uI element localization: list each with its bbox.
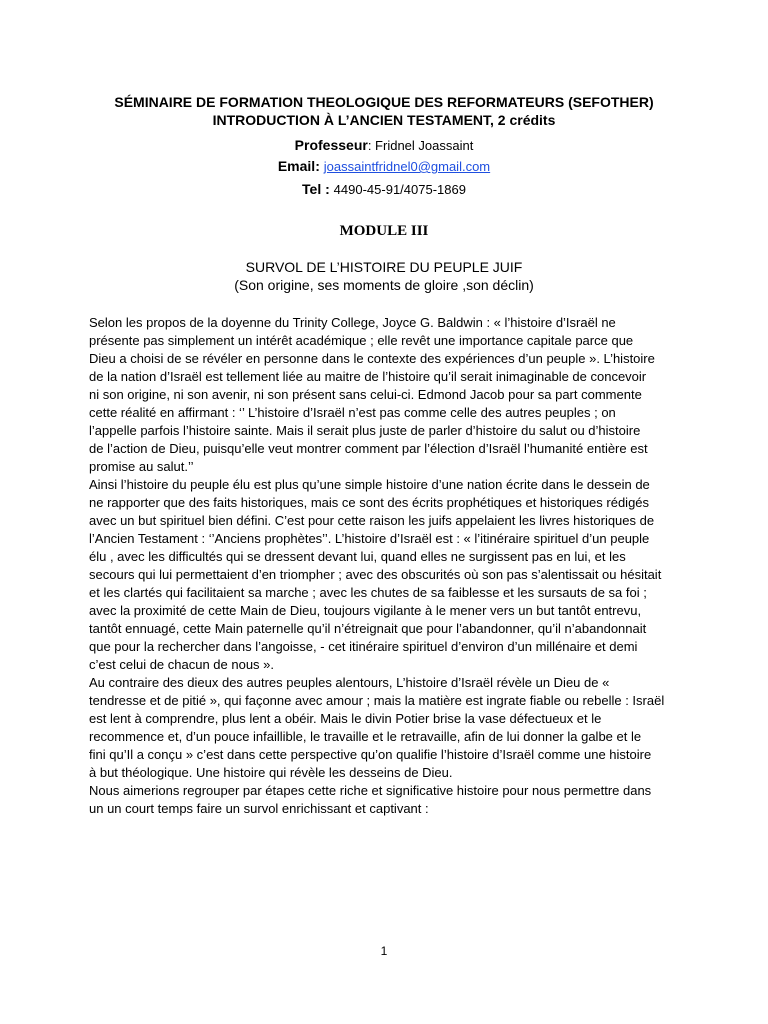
body-line: c’est celui de chacun de nous ».	[89, 657, 275, 672]
body-line: Ainsi l’histoire du peuple élu est plus qu’une simple histoire d’une nation écrite dans le dessein de	[89, 477, 650, 492]
tel-value: 4490-45-91/4075-1869	[333, 182, 466, 197]
page-number-text: 1	[380, 944, 388, 958]
section-title-text: SURVOL DE L’HISTOIRE DU PEUPLE JUIF	[245, 259, 523, 275]
body-line: de l’action de Dieu, puisqu’elle veut montrer comment par l’élection d’Israël l’humanité entière est	[89, 441, 648, 456]
body-line: avec un but spirituel bien défini. C’est pour cette raison les juifs appelaient les livres historiques de	[89, 513, 655, 528]
module-title	[0, 222, 768, 240]
section-subtitle-text: (Son origine, ses moments de gloire ,son déclin)	[234, 277, 534, 293]
course-title	[0, 111, 768, 129]
body-line: que pour la rechercher dans l’angoisse, - cet itinéraire spirituel d’environ d’un millénaire et demi	[89, 639, 638, 654]
email-line	[0, 157, 768, 176]
body-line: tantôt ennuagé, cette Main paternelle qu’il n’étreignait que pour l’abandonner, qu’il n’abandonnait	[89, 621, 647, 636]
body-line: de la nation d’Israël est tellement liée au maitre de l’histoire qu’il serait inimaginable de concevoir	[89, 369, 647, 384]
section-subtitle	[0, 276, 768, 294]
module-title-text: MODULE III	[339, 223, 429, 239]
body-line: secours qui lui permettaient d’en triompher ; avec des obscurités où son pas s’alentissait ou hésitait	[89, 567, 662, 582]
email-link[interactable]: joassaintfridnel0@gmail.com	[323, 159, 491, 174]
body-line: et les clartés qui facilitaient sa marche ; avec les chutes de sa faiblesse et les sursauts de sa foi ;	[89, 585, 647, 600]
body-line: l’Ancien Testament : ‘’Anciens prophètes’’. L’histoire d’Israël est : « l’itinéraire spirituel d’un peuple	[89, 531, 650, 546]
body-line: est lent à comprendre, plus lent a obéir. Mais le divin Potier brise la vase défectueux et le	[89, 711, 602, 726]
body-line: l’appelle parfois l’histoire sainte. Mais il serait plus juste de parler d’histoire du salut ou d’histoire	[89, 423, 641, 438]
body-line: promise au salut.’’	[89, 459, 194, 474]
body-line: ne rapporter que des faits historiques, mais ce sont des écrits prophétiques et historiques rédigés	[89, 495, 650, 510]
tel-line	[0, 180, 768, 199]
body-line: Dieu a choisi de se révéler en personne dans le contexte des expériences d’un peuple ». L’histoire	[89, 351, 655, 366]
body-line: présente pas simplement un intérêt académique ; elle revêt une importance capitale parce que	[89, 333, 634, 348]
body-line: Au contraire des dieux des autres peuples alentours, L’histoire d’Israël révèle un Dieu de «	[89, 675, 610, 690]
body-line: ni son origine, ni son avenir, ni son présent sans celui-ci. Edmond Jacob pour sa part commente	[89, 387, 642, 402]
professor-line	[0, 136, 768, 155]
body-text	[89, 314, 689, 818]
body-line: recommence et, d’un pouce infaillible, le travaille et le retravaille, afin de lui donner la galbe et le	[89, 729, 642, 744]
body-line: Selon les propos de la doyenne du Trinity College, Joyce G. Baldwin : « l’histoire d’Israël ne	[89, 315, 616, 330]
course-title-text: INTRODUCTION À L’ANCIEN TESTAMENT, 2 crédits	[212, 112, 556, 128]
seminary-title	[0, 93, 768, 111]
professor-name: : Fridnel Joassaint	[367, 138, 474, 153]
body-line: tendresse et de pitié », qui façonne avec amour ; mais la matière est ingrate fiable ou rebelle : Israël	[89, 693, 665, 708]
seminary-title-text: SÉMINAIRE DE FORMATION THEOLOGIQUE DES REFORMATEURS (SEFOTHER)	[114, 94, 654, 110]
body-line: élu , avec les difficultés qui se dressent devant lui, quand elles ne surgissent pas en lui, et les	[89, 549, 626, 564]
body-line: fini qu’Il a conçu » c’est dans cette perspective qu’on qualifie l’histoire d’Israël comme une histoire	[89, 747, 652, 762]
body-line: Nous aimerions regrouper par étapes cette riche et significative histoire pour nous permettre dans	[89, 783, 652, 798]
body-line: un un court temps faire un survol enrichissant et captivant :	[89, 801, 429, 816]
body-line: cette réalité en affirmant : ‘’ L’histoire d’Israël n’est pas comme celle des autres peuples ; on	[89, 405, 616, 420]
page-number	[0, 943, 768, 959]
email-label: Email:	[277, 158, 320, 174]
professor-label: Professeur	[294, 137, 368, 153]
body-line: à but théologique. Une histoire qui révèle les desseins de Dieu.	[89, 765, 453, 780]
tel-label: Tel :	[302, 181, 330, 197]
section-title	[0, 258, 768, 276]
body-line: avec la proximité de cette Main de Dieu, toujours vigilante à le mener vers un but tantôt entrevu,	[89, 603, 642, 618]
